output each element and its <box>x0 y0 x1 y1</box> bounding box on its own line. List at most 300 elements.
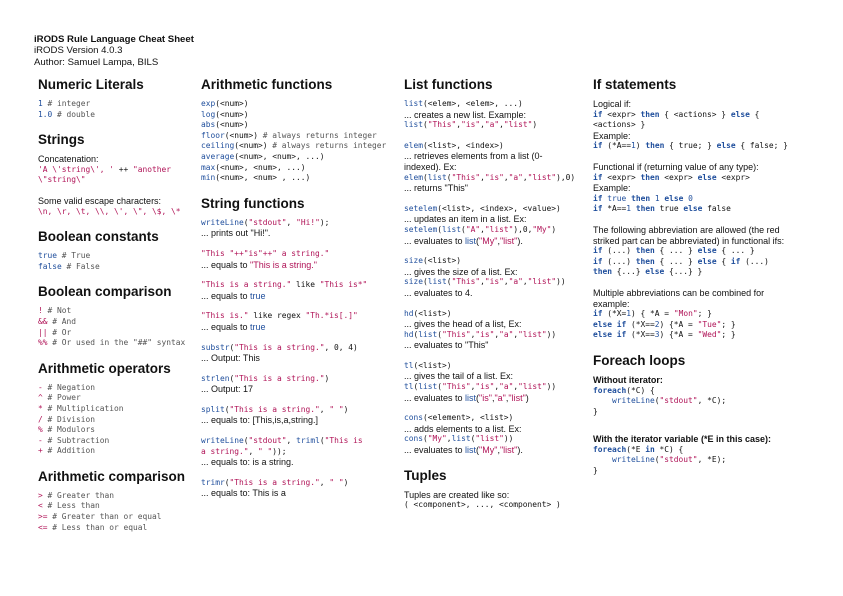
token: # Division <box>42 414 96 424</box>
token: ( <box>423 172 428 182</box>
token: "stdout" <box>248 436 287 446</box>
token: ... evaluates to <box>404 445 466 456</box>
token: "stdout" <box>659 455 698 465</box>
token: ; } <box>721 330 736 340</box>
token: 0 <box>688 193 693 203</box>
text-line <box>593 99 838 110</box>
token: , <box>491 392 495 403</box>
token: ( <box>229 342 235 352</box>
token: false <box>702 204 731 214</box>
token: ... evaluates to <box>404 235 466 246</box>
token: <= <box>38 522 48 532</box>
token: list <box>404 120 424 130</box>
token: ++ <box>114 164 134 174</box>
code-line <box>404 277 591 288</box>
token: "list" <box>484 224 514 234</box>
token: abs <box>201 120 216 130</box>
text-line <box>593 162 838 173</box>
token: )); <box>272 446 287 456</box>
token: , <box>522 172 528 182</box>
text-line <box>593 131 838 142</box>
token: elem <box>404 172 424 182</box>
section-heading: If statements <box>593 77 677 92</box>
code-line <box>404 330 591 341</box>
document-version: iRODS Version 4.0.3 <box>34 45 123 57</box>
section-string-functions <box>201 196 403 499</box>
token: ... equals to: is a string. <box>201 457 294 468</box>
text-line <box>404 183 591 194</box>
section-heading: Tuples <box>404 467 447 483</box>
token: ); <box>319 217 330 227</box>
token: "My" <box>532 224 552 234</box>
section-foreach-loops <box>593 353 838 477</box>
token: else if <box>593 319 627 329</box>
token: "This" <box>442 329 471 339</box>
token: "This" <box>442 382 471 392</box>
code-line <box>404 120 591 131</box>
token: ... Output: 17 <box>201 384 254 395</box>
token: else <box>645 267 665 277</box>
token: ) <box>551 224 557 234</box>
token: true <box>607 193 627 203</box>
section-heading: Boolean constants <box>38 229 159 245</box>
token: ( <box>654 455 660 465</box>
token: >= <box>38 512 48 522</box>
code-line <box>201 131 403 142</box>
token: size <box>404 256 424 266</box>
token: { ... } <box>654 246 698 256</box>
code-line <box>38 425 200 436</box>
token: if <box>593 309 603 319</box>
token: ( <box>413 329 419 339</box>
token: a string." <box>201 446 249 456</box>
code-line <box>38 328 200 339</box>
token: \"string\" <box>38 175 86 185</box>
token: % <box>38 425 43 435</box>
text-line <box>201 457 403 468</box>
token: else <box>697 256 717 266</box>
token: } <box>593 465 598 475</box>
token: )) <box>546 329 557 339</box>
token: ; } <box>721 319 736 329</box>
section-heading: String functions <box>201 195 305 211</box>
code-line <box>201 374 403 385</box>
token: * <box>38 403 43 413</box>
token: , <box>470 382 476 392</box>
token: list <box>442 224 462 234</box>
token: { true; } <box>664 141 717 151</box>
code-line <box>404 204 591 215</box>
token: "Mon" <box>673 309 698 319</box>
token: ) { *A = <box>631 309 674 319</box>
text-line <box>38 154 200 165</box>
token: , <box>503 172 509 182</box>
token: "My" <box>479 445 498 456</box>
token: 'A \'string\', ' <box>38 164 115 174</box>
token: ( <box>437 329 443 339</box>
token: "list" <box>508 392 526 403</box>
token: ) <box>343 404 349 414</box>
token: , <box>494 382 500 392</box>
token: exp <box>201 99 216 108</box>
token: ) {*A = <box>659 330 698 340</box>
section-arithmetic-operators <box>38 361 200 457</box>
token: if <box>730 256 741 266</box>
code-line <box>38 523 200 534</box>
token: ... equals to <box>201 321 251 332</box>
token: max <box>201 162 216 172</box>
code-line <box>404 141 591 152</box>
token: "list" <box>527 277 557 287</box>
code-line <box>38 306 200 317</box>
token: ( <box>243 436 249 446</box>
token: ),0) <box>556 172 576 182</box>
text-line <box>404 445 591 456</box>
token: "This" <box>427 120 457 130</box>
code-line <box>404 361 591 372</box>
token: , *E); <box>697 455 727 465</box>
text-line <box>593 236 838 247</box>
token: ceiling <box>201 141 235 151</box>
token: "This" <box>451 172 481 182</box>
token: "Wed" <box>697 330 722 340</box>
code-line <box>38 251 200 262</box>
token: # Or <box>47 327 72 337</box>
spacer <box>404 131 591 141</box>
token: else <box>664 193 684 203</box>
token: "is" <box>479 392 492 403</box>
spacer <box>593 418 838 428</box>
section-boolean-comparison <box>38 284 200 348</box>
token: # always returns integer <box>258 130 377 140</box>
token: # Not <box>42 306 72 316</box>
spacer <box>593 278 838 288</box>
token: "This is a string." <box>234 342 325 352</box>
section-boolean-constants <box>38 229 200 272</box>
token: "another <box>133 164 172 174</box>
text-line <box>593 183 838 194</box>
token: <expr> <box>659 172 698 182</box>
token: (...) <box>740 256 769 266</box>
token: ( <box>437 224 443 234</box>
token: , <box>499 120 504 130</box>
text-line <box>404 151 591 162</box>
code-line <box>404 434 591 445</box>
code-line <box>38 338 200 349</box>
code-line <box>404 256 591 267</box>
text-line <box>593 299 838 310</box>
token: if <box>593 246 603 256</box>
text-line <box>404 319 591 330</box>
token: setelem <box>404 203 438 213</box>
token: ... equals to: [This,is,a,string.] <box>201 415 319 426</box>
token: , <box>319 404 330 414</box>
token: if <box>593 141 603 151</box>
code-line <box>593 386 838 397</box>
token: else <box>697 172 717 182</box>
token: ( <box>446 172 452 182</box>
token: (*X== <box>626 319 655 329</box>
token: {...} } <box>664 267 703 277</box>
token: writeLine <box>201 217 244 227</box>
token: Multiple abbreviations can be combined for <box>593 287 765 298</box>
token: # Subtraction <box>42 435 110 445</box>
token: ) <box>525 392 529 403</box>
token: { ... } <box>716 246 755 256</box>
token: , <box>522 277 528 287</box>
token: false <box>38 261 62 271</box>
token: , <box>480 120 485 130</box>
spacer <box>201 333 403 343</box>
code-line <box>38 99 200 110</box>
spacer <box>201 426 403 436</box>
token: in <box>645 444 655 454</box>
token: if <box>593 193 603 203</box>
token: else if <box>593 330 627 340</box>
token: "a" <box>484 120 500 130</box>
token: <actions> } <box>593 120 646 130</box>
token: (*X= <box>602 309 627 319</box>
code-line <box>201 311 403 322</box>
token: if <box>593 172 603 182</box>
token: hd <box>404 308 414 318</box>
token: list <box>418 329 438 339</box>
token: 1 <box>38 99 43 108</box>
text-line <box>38 196 200 207</box>
token: "list" <box>475 434 504 444</box>
code-line <box>201 280 403 291</box>
token: ... equals to <box>201 259 251 270</box>
token: && <box>38 316 48 326</box>
token: else <box>716 141 736 151</box>
code-line <box>404 309 591 320</box>
section-if-statements <box>593 77 838 341</box>
code-line <box>593 246 838 257</box>
section-heading: Arithmetic comparison <box>38 468 186 484</box>
token: "a" <box>499 329 514 339</box>
token: (*A== <box>602 141 632 151</box>
token: (<list>, <index>, <value>) <box>437 203 561 213</box>
token: # Multiplication <box>42 403 124 413</box>
code-line <box>593 309 838 320</box>
token: ( <box>476 392 480 403</box>
token: then <box>635 256 655 266</box>
token: (<num>) <box>215 99 249 108</box>
token: < <box>38 501 43 511</box>
token: floor <box>201 130 225 140</box>
code-line <box>593 320 838 331</box>
token: # Addition <box>42 446 96 456</box>
column-4 <box>593 77 838 488</box>
token: ( <box>476 445 480 456</box>
section-heading: Numeric Literals <box>38 77 144 92</box>
token: ... adds elements to a list. Ex: <box>404 423 522 434</box>
token: "This is a string." <box>229 477 320 487</box>
code-line <box>593 141 838 152</box>
token: (<num>) <box>215 120 249 130</box>
code-line <box>201 249 403 260</box>
token: # False <box>61 261 100 271</box>
token: *C) { <box>654 444 684 454</box>
token: then <box>635 204 655 214</box>
token: ... equals to: This is a <box>201 488 286 499</box>
token: " " <box>329 404 344 414</box>
spacer <box>593 152 838 162</box>
token: ( <box>470 434 476 444</box>
token: true <box>38 251 58 261</box>
token: ( <box>413 382 419 392</box>
code-line <box>593 204 838 215</box>
token: 2 <box>654 319 660 329</box>
column-3 <box>404 77 591 523</box>
token: , 0, 4) <box>324 342 358 352</box>
token: ) <box>635 141 646 151</box>
token: 1.0 <box>38 109 53 119</box>
token: true <box>250 290 266 301</box>
token: "This is a string." <box>234 373 325 383</box>
token: setelem <box>404 224 438 234</box>
token: , <box>319 477 330 487</box>
token: )) <box>503 434 514 444</box>
token: ( <box>654 396 660 406</box>
text-line <box>404 340 591 351</box>
token: else <box>730 109 750 119</box>
token: , <box>286 217 297 227</box>
token: , <box>480 224 485 234</box>
token: , <box>494 329 500 339</box>
token: "list" <box>503 120 533 130</box>
token: example: <box>593 298 630 309</box>
token: , <box>513 382 519 392</box>
token: "Th.*is[.]" <box>305 311 358 321</box>
token: foreach <box>593 385 627 395</box>
token: "a" <box>508 172 523 182</box>
text-line <box>201 228 403 239</box>
text-line <box>404 267 591 278</box>
code-line <box>38 110 200 121</box>
spacer <box>201 468 403 478</box>
token: {...} <box>612 267 646 277</box>
token: "This is a string." <box>250 259 317 270</box>
spacer <box>404 194 591 204</box>
text-line <box>404 236 591 247</box>
token: / <box>38 414 43 424</box>
token: 1 <box>626 204 632 214</box>
token: - <box>38 382 43 392</box>
document-header <box>34 34 194 68</box>
token: if <box>593 256 603 266</box>
token: ... evaluates to 4. <box>404 287 473 298</box>
subheading <box>593 434 838 445</box>
token: ) <box>324 373 330 383</box>
code-line <box>404 99 591 110</box>
text-line <box>201 260 403 271</box>
token: "This is a string." <box>229 404 320 414</box>
token: ... gives the size of a list. Ex: <box>404 266 518 277</box>
section-heading: Arithmetic functions <box>201 77 333 92</box>
token: Example: <box>593 130 631 141</box>
token: ... retrieves elements from a list (0- <box>404 151 543 162</box>
token: list <box>427 277 447 287</box>
token: (<num>, <num>, ...) <box>234 151 325 161</box>
text-line <box>404 110 591 121</box>
section-numeric-literals <box>38 77 200 120</box>
token: "is" <box>484 172 504 182</box>
token: (...) <box>602 246 636 256</box>
token: ) <box>343 477 349 487</box>
token: writeLine <box>612 455 655 465</box>
text-line <box>593 288 838 299</box>
section-tuples <box>404 468 591 511</box>
token: ) {*A = <box>659 319 698 329</box>
token: (*C) { <box>626 385 655 395</box>
token <box>593 455 612 464</box>
code-line <box>38 512 200 523</box>
token: # Power <box>42 393 81 403</box>
token: list <box>427 172 447 182</box>
token: tl <box>404 360 414 370</box>
token: " " <box>258 446 273 456</box>
code-line <box>201 152 403 163</box>
token: , <box>480 172 485 182</box>
token: (<elem>, <elem>, ...) <box>423 99 523 108</box>
token: ). <box>517 235 523 246</box>
token: then <box>645 141 665 151</box>
code-line <box>201 99 403 110</box>
token: list <box>465 445 477 456</box>
token: ( <box>224 404 230 414</box>
spacer <box>404 246 591 256</box>
spacer <box>201 364 403 374</box>
token: split <box>201 404 225 414</box>
token: <expr> <box>602 109 641 119</box>
code-line <box>38 404 200 415</box>
token: "My" <box>427 434 447 444</box>
token: 1 <box>631 141 636 151</box>
token: ... creates a new list. Example: <box>404 109 527 120</box>
token: "is" <box>461 120 481 130</box>
code-line <box>593 396 838 407</box>
token: , <box>513 329 519 339</box>
section-heading: Arithmetic operators <box>38 360 171 376</box>
section-strings <box>38 132 200 217</box>
code-line <box>38 207 200 218</box>
code-line <box>38 436 200 447</box>
code-line <box>593 257 838 268</box>
spacer <box>404 299 591 309</box>
text-line <box>593 225 838 236</box>
token: (<list>, <index>) <box>423 140 504 150</box>
token: "Tue" <box>697 319 722 329</box>
token: "a" <box>499 382 514 392</box>
token: ( <box>224 477 230 487</box>
spacer <box>404 351 591 361</box>
code-line <box>593 120 838 131</box>
text-line <box>201 488 403 499</box>
token: "a" <box>508 277 523 287</box>
code-line <box>38 446 200 457</box>
token: " " <box>329 477 344 487</box>
code-line <box>201 141 403 152</box>
token: Functional if (returning value of any type): <box>593 161 759 172</box>
token: list <box>465 235 477 246</box>
token: , <box>248 446 259 456</box>
token: ... equals to <box>201 290 251 301</box>
token: list <box>451 434 471 444</box>
code-line <box>201 436 403 447</box>
token: "is" <box>484 277 504 287</box>
code-line <box>593 173 838 184</box>
